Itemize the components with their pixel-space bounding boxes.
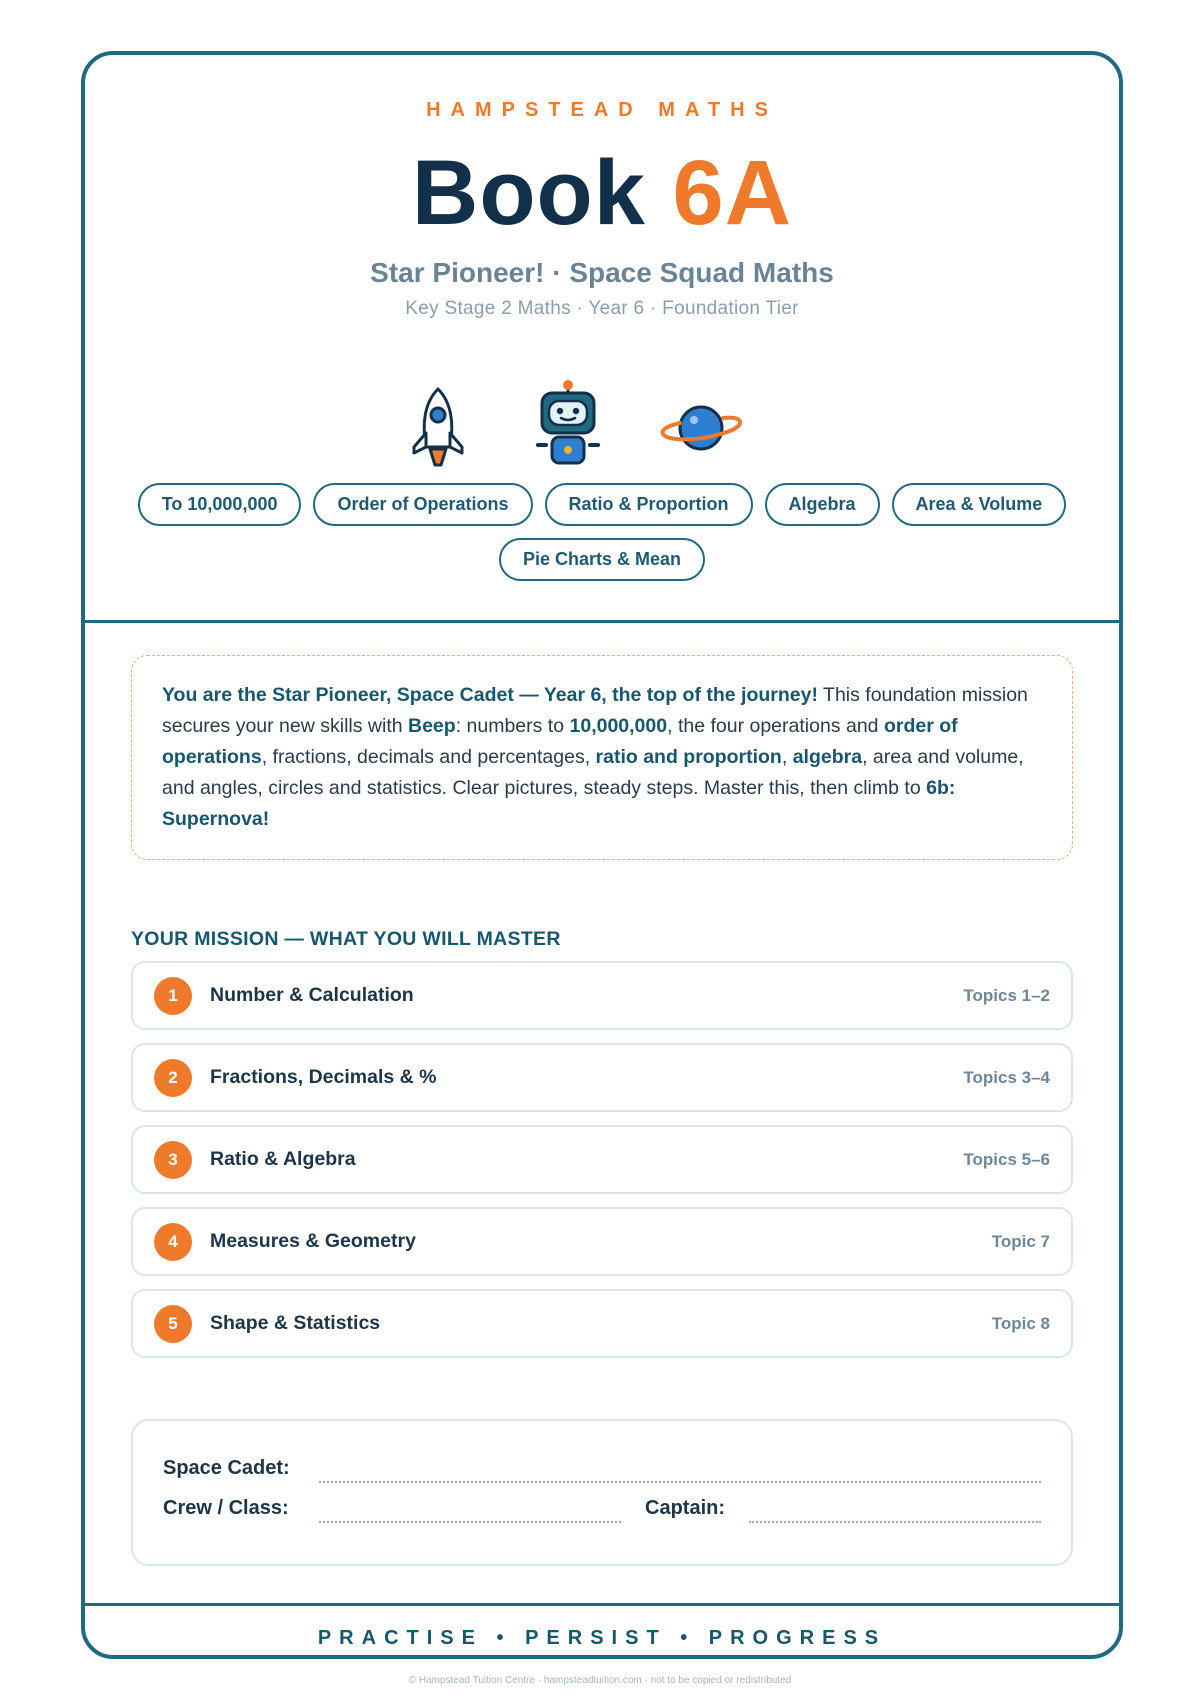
intro-text: , fractions, decimals and percentages, bbox=[261, 746, 596, 768]
topic-tags bbox=[115, 483, 1089, 593]
mission-topics: Topics 1–2 bbox=[963, 985, 1050, 1005]
mission-number-badge: 2 bbox=[154, 1059, 192, 1097]
topic-tag: Algebra bbox=[765, 483, 880, 526]
robot-icon bbox=[530, 379, 606, 469]
header-divider bbox=[85, 620, 1119, 623]
intro-panel bbox=[131, 655, 1073, 860]
mission-number-badge: 4 bbox=[154, 1223, 192, 1261]
book-title-word: Book bbox=[411, 142, 646, 244]
intro-highlight: Beep bbox=[408, 715, 456, 737]
intro-highlight: You are the Star Pioneer, Space Cadet — Year 6, the top of the journey! bbox=[162, 684, 818, 706]
topic-tag: To 10,000,000 bbox=[138, 483, 302, 526]
mission-item bbox=[131, 1125, 1073, 1194]
mission-item bbox=[131, 1289, 1073, 1358]
class-label: Crew / Class: bbox=[163, 1497, 289, 1519]
mission-label: Measures & Geometry bbox=[210, 1230, 416, 1252]
topic-tag: Order of Operations bbox=[313, 483, 532, 526]
book-title-code: 6A bbox=[672, 142, 793, 244]
topic-tag: Area & Volume bbox=[892, 483, 1067, 526]
intro-highlight: 6b: Supernova! bbox=[162, 777, 956, 830]
motto: PRACTISE • PERSIST • PROGRESS bbox=[317, 1627, 887, 1649]
planet-icon bbox=[655, 397, 747, 459]
mission-heading: YOUR MISSION — WHAT YOU WILL MASTER bbox=[131, 928, 561, 950]
brand-name: HAMPSTEAD MATHS bbox=[426, 99, 778, 121]
intro-text: This foundation mission secures your new skills with bbox=[162, 684, 1028, 737]
rocket-icon bbox=[408, 385, 468, 471]
cadet-name-label: Space Cadet: bbox=[163, 1457, 290, 1479]
mission-item bbox=[131, 1207, 1073, 1276]
book-subtitle: Star Pioneer! · Space Squad Maths bbox=[370, 257, 834, 288]
intro-text: , the four operations and bbox=[667, 715, 884, 737]
mission-topics: Topics 3–4 bbox=[963, 1067, 1050, 1087]
intro-highlight: order of operations bbox=[162, 715, 958, 768]
mission-topics: Topic 7 bbox=[991, 1231, 1050, 1251]
cadet-name-field[interactable] bbox=[319, 1481, 1041, 1483]
mission-topics: Topics 5–6 bbox=[963, 1149, 1050, 1169]
mission-item bbox=[131, 961, 1073, 1030]
intro-text: : numbers to bbox=[455, 715, 570, 737]
book-title bbox=[85, 142, 1119, 244]
copyright-notice: © Hampstead Tuition Centre · hampsteadtuition.com · not to be copied or redistributed bbox=[408, 1675, 792, 1686]
intro-text: , bbox=[781, 746, 793, 768]
mission-label: Ratio & Algebra bbox=[210, 1148, 356, 1170]
class-field[interactable] bbox=[319, 1521, 621, 1523]
mission-item bbox=[131, 1043, 1073, 1112]
mission-label: Fractions, Decimals & % bbox=[210, 1066, 437, 1088]
captain-field[interactable] bbox=[749, 1521, 1041, 1523]
topic-tag: Ratio & Proportion bbox=[545, 483, 753, 526]
mission-number-badge: 5 bbox=[154, 1305, 192, 1343]
captain-label: Captain: bbox=[645, 1497, 725, 1519]
topic-tag: Pie Charts & Mean bbox=[499, 538, 705, 581]
mission-list bbox=[131, 961, 1073, 1371]
mission-topics: Topic 8 bbox=[991, 1313, 1050, 1333]
intro-highlight: 10,000,000 bbox=[569, 715, 668, 737]
mission-number-badge: 1 bbox=[154, 977, 192, 1015]
course-info: Key Stage 2 Maths · Year 6 · Foundation Tier bbox=[405, 298, 799, 319]
mission-number-badge: 3 bbox=[154, 1141, 192, 1179]
mission-label: Number & Calculation bbox=[210, 984, 414, 1006]
intro-text: , area and volume, and angles, circles and statistics. Clear pictures, steady steps. Master this, then climb to bbox=[162, 746, 1024, 799]
intro-highlight: ratio and proportion bbox=[595, 746, 782, 768]
cover-frame bbox=[81, 51, 1123, 1659]
student-details-form bbox=[131, 1419, 1073, 1566]
intro-highlight: algebra bbox=[792, 746, 863, 768]
mascot-icons bbox=[85, 355, 1119, 465]
mission-label: Shape & Statistics bbox=[210, 1312, 381, 1334]
footer-divider bbox=[85, 1603, 1119, 1606]
